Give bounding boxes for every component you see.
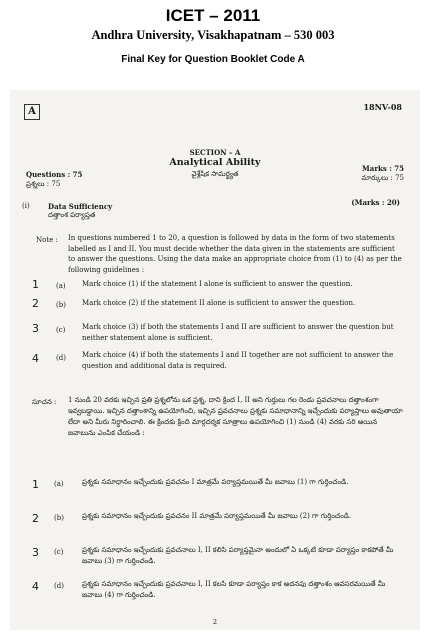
booklet-ref: 18NV-08 [363, 102, 402, 112]
option-text: Mark choice (3) if both the statements I and II are sufficient to answer the question but neither statement alone is sufficient. [82, 323, 394, 342]
exam-title: ICET – 2011 [165, 6, 261, 25]
subsection-marks: (Marks : 20) [351, 198, 400, 207]
note-te-label: సూచన : [32, 398, 57, 406]
note-te-text: 1 నుండి 20 వరకు ఇచ్చిన ప్రతి ప్రశ్నలోను ఒక ప్రశ్న, దాని క్రింద I, II అని గుర్తులు గల రెండు ప్రవచనాలు దత్తాంశంగా ఇవ్వబడ్డాయి. ఇచ్చిన దత్తాంశాన్ని ఉపయోగించి, ఇచ్చిన ప్రవచనాలు ప్రశ్నకు సమాధానాన్ని ఇచ్చేందుకు పర్యాప్తాలు అవుతాయా లేదా అని మీరు నిర్ధారించాలి. ఈ క్రిందకు క్రింది మార్గదర్శక సూత్రాలు ఉపయోగించి (1) నుండి (4) వరకు సరి అయిన జవాబును ఎంపిక చేయండి : [68, 396, 403, 437]
section-label: SECTION – A [189, 148, 241, 157]
section-title: Analytical Ability [169, 157, 261, 168]
option-text: Mark choice (4) if both the statements I and II together are not sufficient to answer the question and additional data is required. [82, 351, 394, 370]
marks-count-te: మార్కులు : 75 [361, 174, 404, 182]
scanned-question-page [10, 90, 420, 630]
answer-mark: 4 [32, 352, 39, 365]
answer-mark: 3 [32, 322, 39, 335]
option-label: (a) [54, 480, 64, 488]
option-label: (c) [54, 548, 64, 556]
answer-mark: 4 [32, 580, 39, 593]
answer-mark: 1 [32, 278, 39, 291]
section-title-te: వైశ్లేషిక సామర్థ్యత [191, 170, 239, 178]
option-text-te: ప్రశ్నకు సమాధానం ఇచ్చేందుకు ప్రవచనాలు I, II కలసి కూడా పర్యాప్తం కాక అదనపు దత్తాంశం ఆవసరమయితే మీ జవాబు (4) గా గుర్తించండి. [82, 580, 386, 599]
university-name: Andhra University, Visakhapatnam – 530 003 [91, 28, 335, 42]
option-text: Mark choice (1) if the statement I alone is sufficient to answer the question. [82, 280, 353, 288]
option-label: (b) [56, 301, 66, 309]
questions-count: Questions : 75 [26, 170, 83, 179]
option-text-te: ప్రశ్నకు సమాధానం ఇచ్చేందుకు ప్రవచనం I మాత్రమే పర్యాప్తమయితే మీ జవాబు (1) గా గుర్తించండి. [82, 478, 349, 486]
option-text-te: ప్రశ్నకు సమాధానం ఇచ్చేందుకు ప్రవచనాలు I, II కలిసి పర్యాప్తమైనా అందులో ఏ ఒక్కటి కూడా పర్యాప్తం కాకపోతే మీ జవాబు (3) గా గుర్తించండి. [82, 546, 394, 565]
key-title: Final Key for Question Booklet Code A [121, 54, 305, 65]
option-label: (d) [56, 354, 66, 362]
subsection-num: (i) [22, 202, 30, 210]
answer-mark: 2 [32, 297, 39, 310]
marks-count: Marks : 75 [362, 164, 404, 173]
option-label: (d) [54, 582, 64, 590]
questions-count-te: ప్రశ్నలు : 75 [26, 180, 61, 188]
answer-mark: 3 [32, 546, 39, 559]
option-text: Mark choice (2) if the statement II alone is sufficient to answer the question. [82, 299, 356, 307]
booklet-code-box: A [24, 104, 40, 120]
page-number: 2 [212, 618, 218, 626]
option-label: (b) [54, 514, 64, 522]
note-label: Note : [36, 236, 58, 244]
subsection-title: Data Sufficiency [48, 202, 113, 211]
answer-mark: 2 [32, 512, 39, 525]
option-label: (c) [56, 326, 66, 334]
answer-mark: 1 [32, 478, 39, 491]
option-text-te: ప్రశ్నకు సమాధానం ఇచ్చేందుకు ప్రవచనం II మాత్రమే పర్యాప్తమయితే మీ జవాబు (2) గా గుర్తించండి. [82, 512, 352, 520]
note-text: In questions numbered 1 to 20, a question is followed by data in the form of two statements labelled as I and II. You must decide whether the data given in the statements are sufficient to answer the questions. Using the data make an appropriate choice from (1) to (4) as per the following guidelines : [68, 234, 402, 274]
option-label: (a) [56, 282, 66, 290]
subsection-title-te: దత్తాంశ పర్యాప్తత [48, 211, 96, 219]
